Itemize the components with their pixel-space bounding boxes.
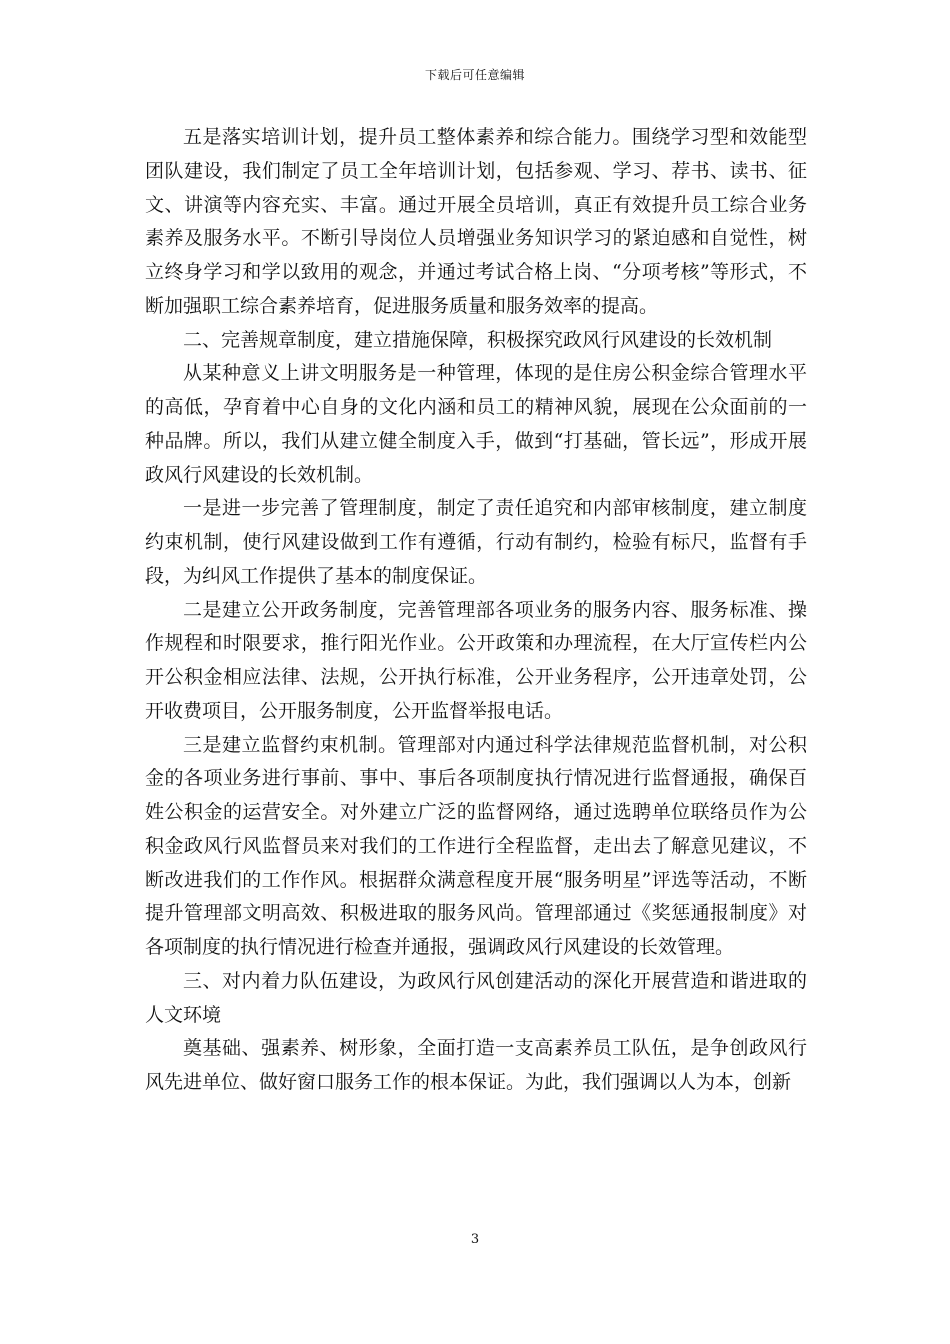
section-heading-2: 二、完善规章制度，建立措施保障，积极探究政风行风建设的长效机制 [183,328,773,351]
page-header: 下载后可任意编辑 [424,68,525,82]
paragraph-civilized-service: 从某种意义上讲文明服务是一种管理，体现的是住房公积金综合管理水平的高低，孕育着中心自身的文化内涵和员工的精神风貌，展现在公众面前的一种品牌。所以，我们从建立健全制度入手，做到“打基础，管长远”，形成开展政风行风建设的长效机制。 [145,362,807,486]
page-number: 3 [470,1232,480,1247]
paragraph-open-government: 二是建立公开政务制度，完善管理部各项业务的服务内容、服务标准、操作规程和时限要求，推行阳光作业。公开政策和办理流程，在大厅宣传栏内公开公积金相应法律、法规，公开执行标准，公开业务程序，公开违章处罚，公开收费项目，公开服务制度，公开监督举报电话。 [145,598,807,722]
paragraph-team-building: 奠基础、强素养、树形象，全面打造一支高素养员工队伍，是争创政风行风先进单位、做好窗口服务工作的根本保证。为此，我们强调以人为本，创新 [145,1037,807,1093]
document-body [145,121,807,1100]
section-heading-3: 三、对内着力队伍建设，为政风行风创建活动的深化开展营造和谐进取的人文环境 [145,969,807,1026]
paragraph-supervision: 三是建立监督约束机制。管理部对内通过科学法律规范监督机制，对公积金的各项业务进行事前、事中、事后各项制度执行情况进行监督通报，确保百姓公积金的运营安全。对外建立广泛的监督网络，通过选聘单位联络员作为公积金政风行风监督员来对我们的工作进行全程监督，走出去了解意见建议，不断改进我们的工作作风。根据群众满意程度开展“服务明星”评选等活动，不断提升管理部文明高效、积极进取的服务风尚。管理部通过《奖惩通报制度》对各项制度的执行情况进行检查并通报，强调政风行风建设的长效管理。 [145,733,807,958]
paragraph-management-system: 一是进一步完善了管理制度，制定了责任追究和内部审核制度，建立制度约束机制，使行风建设做到工作有遵循，行动有制约，检验有标尺，监督有手段，为纠风工作提供了基本的制度保证。 [145,497,807,587]
paragraph-training-plan: 五是落实培训计划，提升员工整体素养和综合能力。围绕学习型和效能型团队建设，我们制定了员工全年培训计划，包括参观、学习、荐书、读书、征文、讲演等内容充实、丰富。通过开展全员培训，真正有效提升员工综合业务素养及服务水平。不断引导岗位人员增强业务知识学习的紧迫感和自觉性，树立终身学习和学以致用的观念，并通过考试合格上岗、“分项考核”等形式，不断加强职工综合素养培育，促进服务质量和服务效率的提高。 [145,126,807,317]
